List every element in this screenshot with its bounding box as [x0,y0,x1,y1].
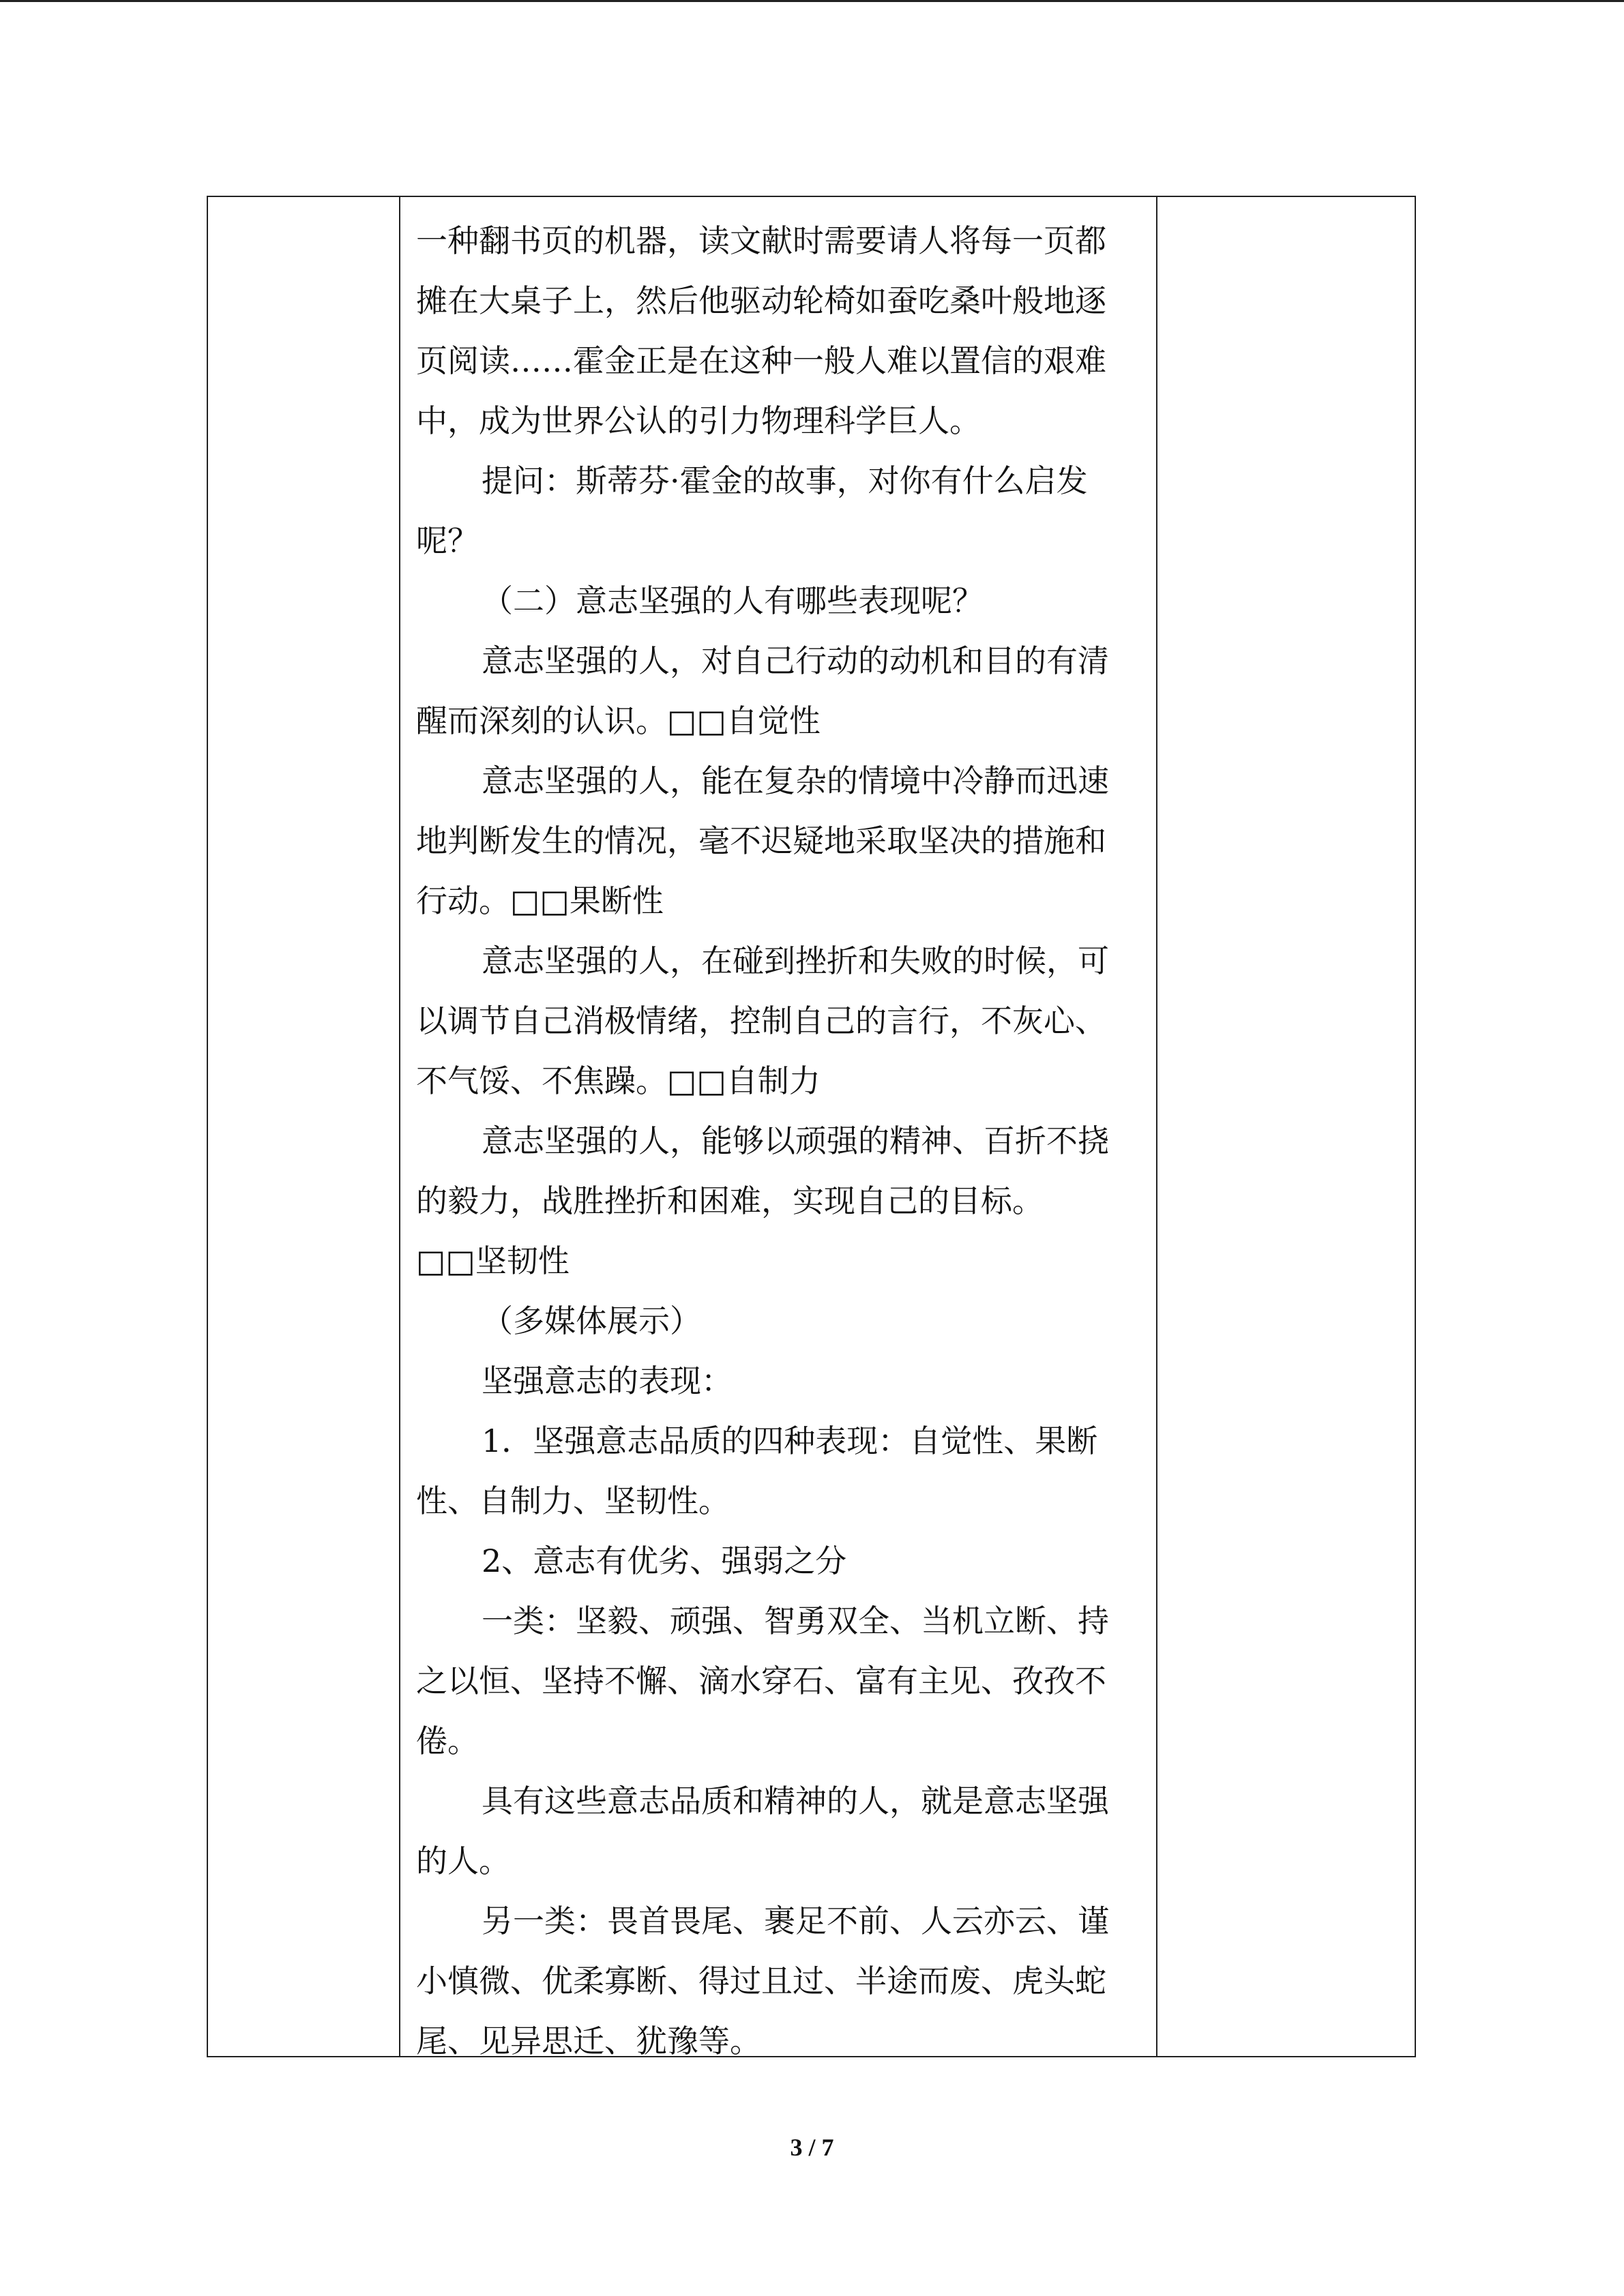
lesson-table [207,196,1416,2057]
paragraph-line: □□坚韧性 [416,1242,570,1279]
paragraph-line: 呢？ [416,522,479,559]
paragraph-line: 意志坚强的人，在碰到挫折和失败的时候，可 [482,942,1109,979]
paragraph-line: （二）意志坚强的人有哪些表现呢？ [482,582,984,619]
paragraph-line: 行动。□□果断性 [416,882,664,919]
paragraph-line: 坚强意志的表现： [482,1362,733,1399]
paragraph-line: 意志坚强的人，对自己行动的动机和目的有清 [482,642,1109,679]
paragraph-line: 尾、见异思迁、犹豫等。 [416,2023,761,2059]
page-number: 3 / 7 [790,2134,834,2161]
paragraph-line: 倦。 [416,1723,479,1759]
page-top-rule [0,0,1624,2]
paragraph-line: 具有这些意志品质和精神的人，就是意志坚强 [482,1783,1109,1819]
lesson-content-cell [416,197,1149,2071]
paragraph-line: 页阅读……霍金正是在这种一般人难以置信的艰难 [416,342,1106,379]
paragraph-line: 中，成为世界公认的引力物理科学巨人。 [416,402,981,439]
paragraph-line: （多媒体展示） [482,1302,701,1339]
paragraph-line: 小慎微、优柔寡断、得过且过、半途而废、虎头蛇 [416,1963,1106,1999]
paragraph-line: 2、意志有优劣、强弱之分 [482,1542,847,1579]
left-column-divider [399,197,400,2056]
paragraph-line: 摊在大桌子上，然后他驱动轮椅如蚕吃桑叶般地逐 [416,282,1106,319]
paragraph-line: 的人。 [416,1843,510,1879]
paragraph-line: 一种翻书页的机器，读文献时需要请人将每一页都 [416,222,1106,259]
paragraph-line: 性、自制力、坚韧性。 [416,1482,730,1519]
paragraph-line: 一类：坚毅、顽强、智勇双全、当机立断、持 [482,1602,1109,1639]
paragraph-line: 1．坚强意志品质的四种表现：自觉性、果断 [482,1422,1098,1459]
paragraph-line: 另一类：畏首畏尾、裹足不前、人云亦云、谨 [482,1903,1109,1939]
paragraph-line: 醒而深刻的认识。□□自觉性 [416,702,821,739]
paragraph-line: 提问：斯蒂芬·霍金的故事，对你有什么启发 [482,462,1088,499]
paragraph-line: 意志坚强的人，能在复杂的情境中冷静而迅速 [482,762,1109,799]
paragraph-line: 意志坚强的人，能够以顽强的精神、百折不挠 [482,1122,1109,1159]
paragraph-line: 地判断发生的情况，毫不迟疑地采取坚决的措施和 [416,822,1106,859]
paragraph-line: 以调节自己消极情绪，控制自己的言行，不灰心、 [416,1002,1106,1039]
right-column-divider [1156,197,1157,2056]
paragraph-line: 之以恒、坚持不懈、滴水穿石、富有主见、孜孜不 [416,1663,1106,1699]
paragraph-line: 的毅力，战胜挫折和困难，实现自己的目标。 [416,1182,1044,1219]
paragraph-line: 不气馁、不焦躁。□□自制力 [416,1062,821,1099]
